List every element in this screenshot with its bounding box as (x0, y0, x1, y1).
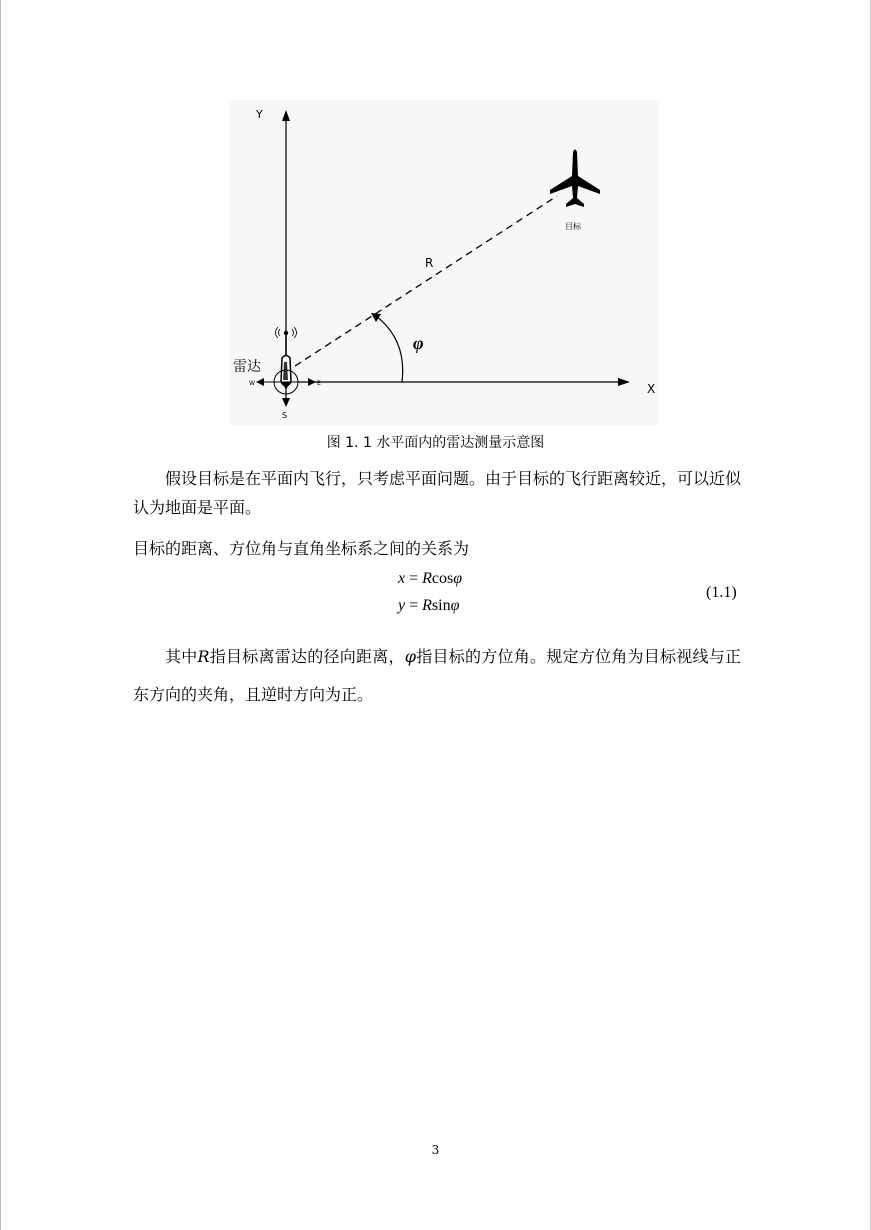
eq2-equals: = (405, 597, 423, 614)
eq2-phi: φ (450, 597, 460, 614)
target-label: 目标 (565, 222, 581, 231)
radar-figure (229, 100, 659, 430)
p3-var-r: R (197, 647, 210, 666)
p3-part2: 指目标的方位角。规定方位角为目标视线与正东方向的夹角，且逆时方向为正。 (133, 647, 741, 704)
paragraph-3 (133, 638, 741, 714)
p3-var-phi: φ (404, 647, 416, 666)
eq1-func: cos (431, 570, 454, 587)
page-number: 3 (431, 1143, 440, 1157)
compass-west-label: W (249, 380, 255, 387)
page-border-left (0, 0, 1, 1230)
eq2-func: sin (431, 597, 451, 614)
paragraph-2: 目标的距离、方位角与直角坐标系之间的关系为 (133, 539, 470, 558)
equation-number: (1.1) (706, 584, 737, 601)
x-axis-label: X (647, 382, 656, 396)
eq1-phi: φ (453, 570, 463, 587)
p3-part1: 指目标离雷达的径向距离， (209, 647, 405, 666)
eq2-r: R (422, 597, 432, 614)
equation-line-1 (398, 570, 462, 588)
eq1-r: R (422, 570, 432, 587)
angle-label: φ (413, 333, 424, 353)
figure-background (229, 100, 659, 425)
y-axis-label: Y (256, 108, 263, 121)
radar-label: 雷达 (233, 359, 261, 375)
radar-diagram (229, 100, 659, 430)
range-label: R (425, 256, 434, 270)
eq1-equals: = (405, 570, 423, 587)
paragraph-1: 假设目标是在平面内飞行，只考虑平面问题。由于目标的飞行距离较近，可以近似认为地面是平面。 (133, 469, 742, 517)
p3-lead: 其中 (165, 647, 198, 666)
eq1-lhs: x (398, 570, 406, 587)
figure-caption: 图 1. 1 水平面内的雷达测量示意图 (326, 435, 545, 451)
compass-south-label: S (282, 411, 288, 420)
equation-line-2 (398, 597, 459, 615)
eq2-lhs: y (398, 597, 406, 614)
compass-east-label: E (317, 380, 321, 387)
